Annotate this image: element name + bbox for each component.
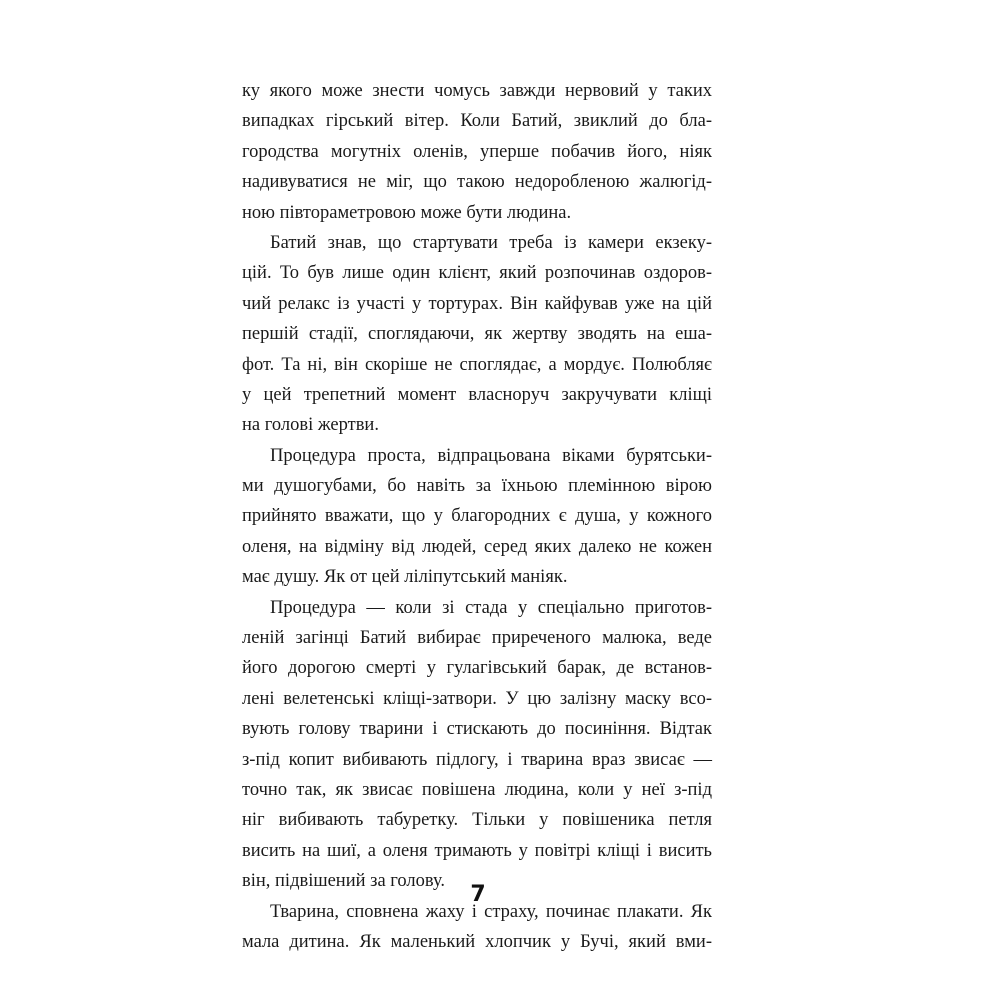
text-line: оленя, на відміну від людей, серед яких далеко не кожен <box>242 536 712 557</box>
text-line: ніг вибивають табуретку. Тільки у повішеника петля <box>242 810 712 831</box>
paragraph-1 <box>242 76 712 228</box>
text-line: Процедура — коли зі стада у спеціально приготов- <box>270 597 712 618</box>
text-line: з-під копит вибивають підлогу, і тварина враз звисає — <box>242 749 712 770</box>
text-line: він, підвішений за голову. <box>242 871 446 892</box>
text-line: на голові жертви. <box>242 415 379 436</box>
text-line: ку якого може знести чомусь завжди нервовий у таких <box>242 81 712 101</box>
text-line: цій. То був лише один клієнт, який розпочинав оздоров- <box>242 263 712 284</box>
text-line: Процедура проста, відпрацьована віками бурятськи- <box>270 445 712 466</box>
text-line: його дорогою смерті у гулагівський барак, де встанов- <box>242 658 712 679</box>
paragraph-3 <box>242 441 712 593</box>
text-line: фот. Та ні, він скоріше не споглядає, а мордує. Полюбляє <box>242 354 712 375</box>
page-text <box>242 76 712 957</box>
text-line: мала дитина. Як маленький хлопчик у Бучі, який вми- <box>242 931 712 952</box>
text-line: надивуватися не міг, що такою недоробленою жалюгід- <box>242 172 712 193</box>
text-line: леній загінці Батий вибирає приреченого малюка, веде <box>242 628 712 649</box>
paragraph-4 <box>242 593 712 897</box>
text-line: першій стадії, споглядаючи, як жертву зводять на еша- <box>242 324 712 345</box>
page-number: 7 <box>470 882 486 907</box>
text-line: має душу. Як от цей ліліпутський маніяк. <box>242 567 568 588</box>
text-line: лені велетенські кліщі-затвори. У цю залізну маску всо- <box>242 688 712 709</box>
text-line: у цей трепетний момент власноруч закручувати кліщі <box>242 384 712 405</box>
text-line: городства могутніх оленів, уперше побачив його, ніяк <box>242 141 712 162</box>
text-line: прийнято вважати, що у благородних є душа, у кожного <box>242 506 712 527</box>
text-line: ми душогубами, бо навіть за їхньою племінною вірою <box>242 476 712 497</box>
text-line: чий релакс із участі у тортурах. Він кайфував уже на цій <box>242 293 712 314</box>
text-line: висить на шиї, а оленя тримають у повітрі кліщі і висить <box>242 840 712 861</box>
text-line: точно так, як звисає повішена людина, коли у неї з-під <box>242 779 712 800</box>
text-line: випадках гірський вітер. Коли Батий, звиклий до бла- <box>242 111 712 132</box>
text-line: ною півтораметровою може бути людина. <box>242 202 572 223</box>
paragraph-2 <box>242 228 712 441</box>
text-line: вують голову тварини і стискають до посиніння. Відтак <box>242 719 712 740</box>
text-line: Батий знав, що стартувати треба із камери екзеку- <box>270 232 712 253</box>
text-line: Тварина, сповнена жаху і страху, починає плакати. Як <box>270 901 712 922</box>
